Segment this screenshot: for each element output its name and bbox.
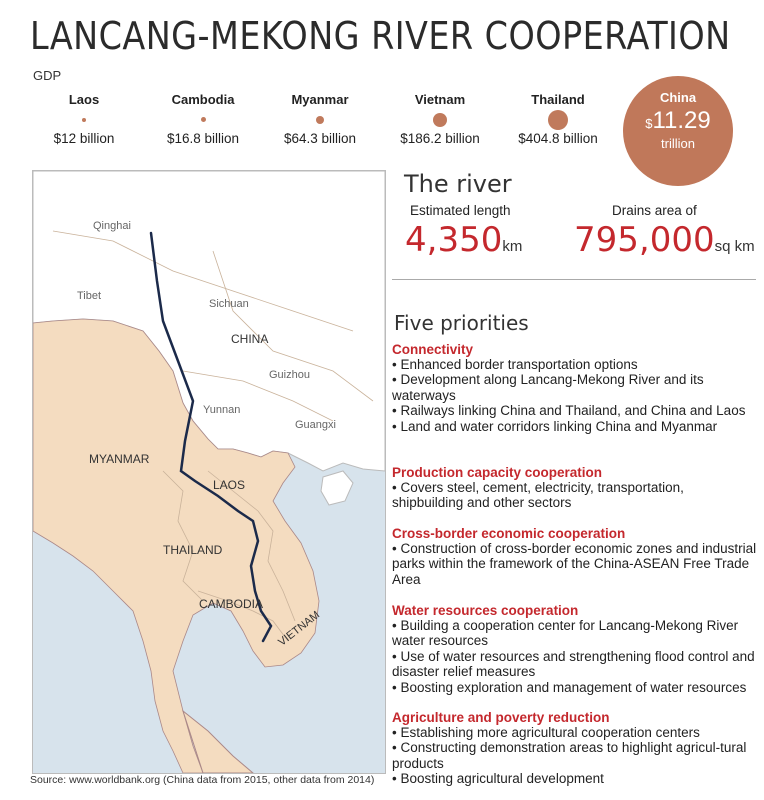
gdp-bubble [201,117,206,122]
priority-agriculture [392,710,758,787]
priority-point: • Enhanced border transportation options [392,357,638,372]
region-map [32,170,386,774]
priority-heading: Production capacity cooperation [392,465,603,480]
country-name: China [659,90,697,105]
label-laos: LAOS [213,478,246,492]
priority-point: • Establishing more agricultural cooperation centers [392,725,700,740]
label-china: CHINA [231,332,269,346]
gdp-thailand [498,92,618,146]
label-vietnam: VIETNAM [276,609,323,649]
priority-point: • Construction of cross-border economic zones and industrial parks within the framework of the China-ASEAN Free Trade Area [392,541,757,587]
priority-connectivity [392,342,758,434]
label-guizhou: Guizhou [269,369,310,381]
length-value [405,220,522,260]
gdp-label: GDP [33,68,62,83]
gdp-bubble [82,118,86,122]
priority-heading: Agriculture and poverty reduction [392,710,610,725]
label-cambodia: CAMBODIA [199,597,264,611]
length-number: 4,350 [405,220,503,260]
priority-production-capacity [392,465,758,511]
country-gdp: $186.2 billion [400,131,480,146]
country-name: Cambodia [171,92,235,107]
currency-symbol: $ [645,116,653,131]
label-qinghai: Qinghai [93,220,131,232]
area-label: Drains area of [612,203,697,218]
country-name: Myanmar [291,92,349,107]
river-title: The river [404,170,512,198]
country-name: Thailand [531,92,585,107]
priority-point: • Railways linking China and Thailand, and China and Laos [392,403,746,419]
priority-point: • Boosting exploration and management of water resources [392,679,747,695]
country-name: Laos [68,92,100,107]
gdp-myanmar [260,92,380,146]
priority-point: • Covers steel, cement, electricity, transportation, shipbuilding and other sectors [392,480,684,511]
priority-point: • Use of water resources and strengthening flood control and disaster relief measures [392,648,755,680]
china-gdp-amount: 11.29 [652,107,711,134]
area-value [574,220,755,260]
gdp-china-bubble [623,76,733,186]
label-guangxi: Guangxi [295,419,336,431]
china-gdp-value [623,107,733,135]
priority-heading: Water resources cooperation [392,603,579,618]
priority-water-resources [392,603,758,695]
gdp-bubble [433,113,447,127]
priorities-title: Five priorities [394,311,529,335]
priority-point: • Building a cooperation center for Lancang-Mekong River water resources [392,618,739,649]
priority-point: • Constructing demonstration areas to highlight agricul-tural products [392,740,747,771]
china-gdp-unit: trillion [661,136,695,151]
label-myanmar: MYANMAR [89,452,150,466]
priority-point: • Land and water corridors linking China and Myanmar [392,418,718,434]
source-note: Source: www.worldbank.org (China data from 2015, other data from 2014) [30,774,375,786]
priority-heading: Connectivity [392,342,474,357]
gdp-cambodia [143,92,263,146]
country-gdp: $12 billion [53,131,115,146]
priority-cross-border [392,526,758,587]
country-name: Vietnam [414,92,466,107]
country-gdp: $16.8 billion [166,131,240,146]
area-unit: sq km [714,238,755,255]
label-tibet: Tibet [77,290,102,302]
label-thailand: THAILAND [163,543,223,557]
label-yunnan: Yunnan [203,404,241,416]
gdp-bubble [316,116,324,124]
gdp-bubble [548,110,568,130]
gdp-vietnam [380,92,500,146]
divider [392,279,756,280]
length-label: Estimated length [410,203,511,218]
length-unit: km [502,238,523,255]
area-number: 795,000 [574,220,715,260]
gdp-laos [24,92,144,146]
priority-point: • Boosting agricultural development [392,771,604,787]
page-title: LANCANG-MEKONG RIVER COOPERATION [30,14,731,58]
priority-point: • Development along Lancang-Mekong River and its waterways [392,372,704,403]
country-gdp: $64.3 billion [283,131,357,146]
country-gdp: $404.8 billion [518,131,598,146]
label-sichuan: Sichuan [209,298,249,310]
priority-heading: Cross-border economic cooperation [392,526,626,541]
